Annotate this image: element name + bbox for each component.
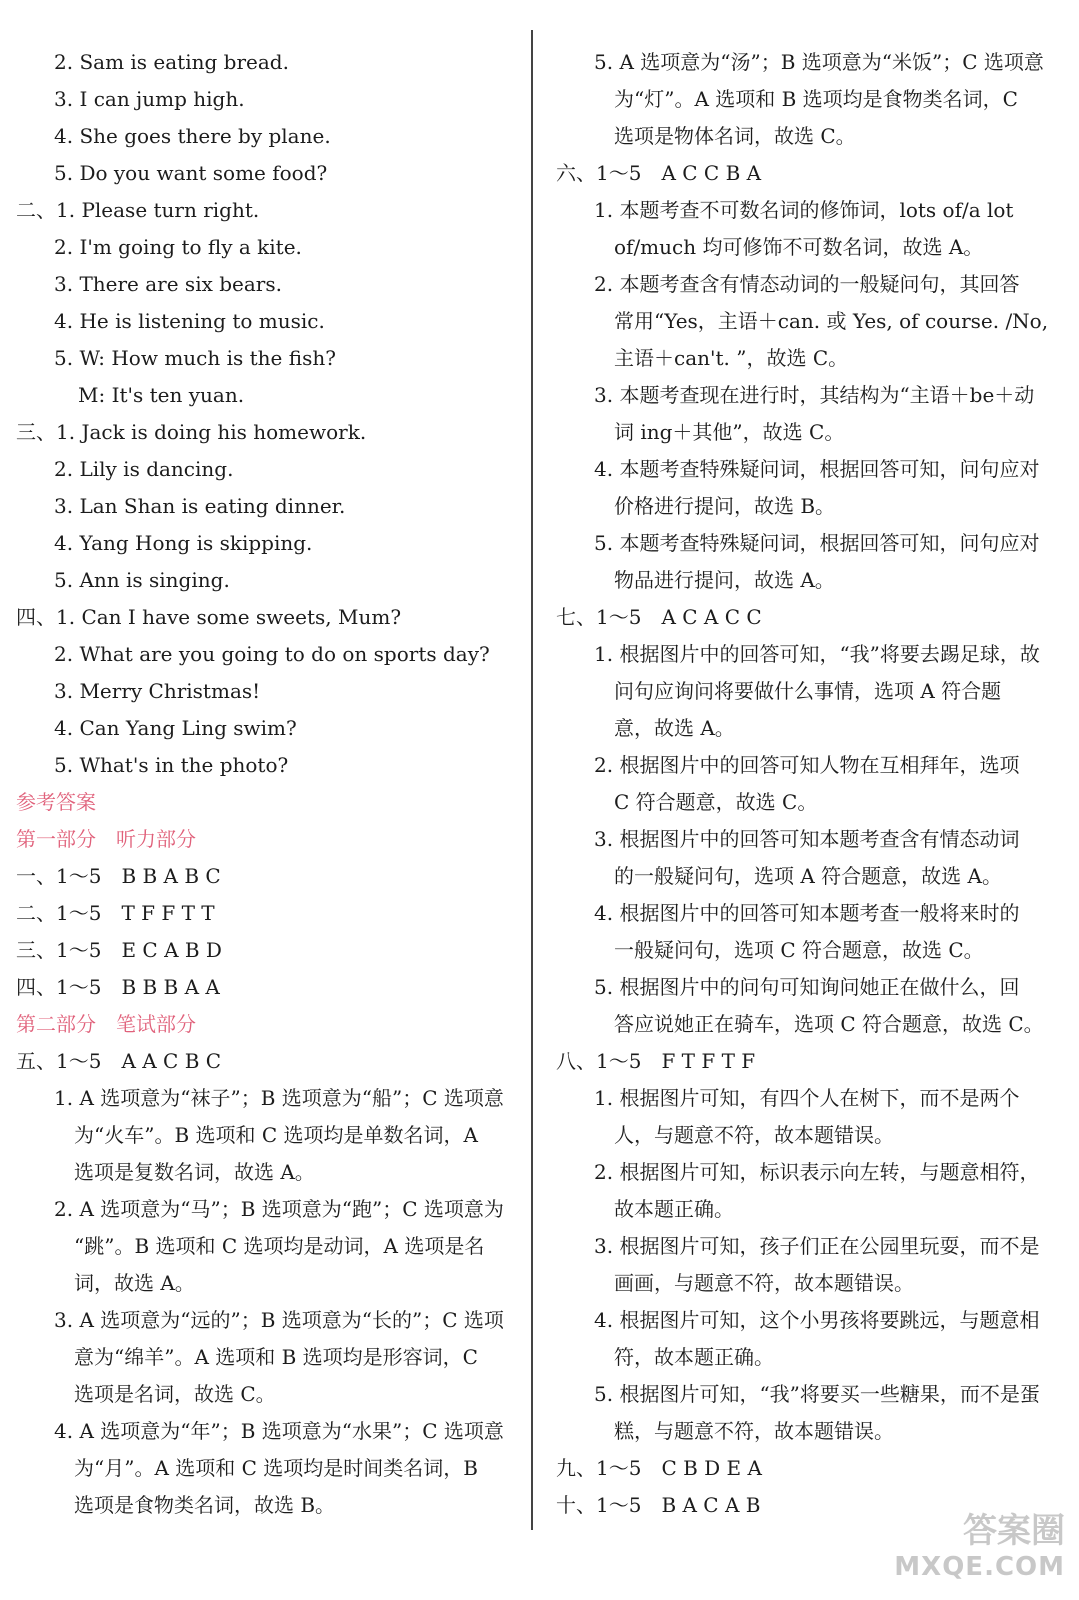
text-line: 五、1～5 A A C B C bbox=[16, 1049, 222, 1073]
text-line: 3. 根据图片可知，孩子们正在公园里玩耍，而不是 bbox=[594, 1234, 1040, 1258]
text-line: 参考答案 bbox=[16, 790, 96, 814]
text-line: 六、1～5 A C C B A bbox=[556, 161, 762, 185]
text-line: 选项是复数名词，故选 A。 bbox=[74, 1160, 315, 1184]
text-line: 物品进行提问，故选 A。 bbox=[614, 568, 835, 592]
text-line: 2. 根据图片可知，标识表示向左转，与题意相符， bbox=[594, 1160, 1040, 1184]
text-line: 4. 根据图片可知，这个小男孩将要跳远，与题意相 bbox=[594, 1308, 1040, 1332]
text-line: 3. There are six bears. bbox=[54, 272, 282, 296]
text-line: 4. A 选项意为“年”；B 选项意为“水果”；C 选项意 bbox=[54, 1419, 504, 1443]
text-line: 为“灯”。A 选项和 B 选项均是食物类名词，C bbox=[614, 87, 1018, 111]
text-line: 四、1～5 B B B A A bbox=[16, 975, 220, 999]
text-line: 人，与题意不符，故本题错误。 bbox=[614, 1123, 894, 1147]
text-line: 5. What's in the photo? bbox=[54, 753, 289, 777]
text-line: 1. 根据图片中的回答可知，“我”将要去踢足球，故 bbox=[594, 642, 1040, 666]
text-line: 3. Merry Christmas! bbox=[54, 679, 261, 703]
text-line: 二、1. Please turn right. bbox=[16, 198, 260, 222]
text-line: 5. 根据图片中的问句可知询问她正在做什么，回 bbox=[594, 975, 1020, 999]
text-line: 1. 根据图片可知，有四个人在树下，而不是两个 bbox=[594, 1086, 1020, 1110]
text-line: 三、1. Jack is doing his homework. bbox=[16, 420, 367, 444]
text-line: 选项是名词，故选 C。 bbox=[74, 1382, 276, 1406]
text-line: 4. 根据图片中的回答可知本题考查一般将来时的 bbox=[594, 901, 1020, 925]
text-line: 九、1～5 C B D E A bbox=[556, 1456, 762, 1480]
text-line: 5. A 选项意为“汤”；B 选项意为“米饭”；C 选项意 bbox=[594, 50, 1044, 74]
text-line: 十、1～5 B A C A B bbox=[556, 1493, 761, 1517]
text-line: 故本题正确。 bbox=[614, 1197, 734, 1221]
text-line: 意，故选 A。 bbox=[614, 716, 735, 740]
text-line: 2. A 选项意为“马”；B 选项意为“跑”；C 选项意为 bbox=[54, 1197, 504, 1221]
text-line: 3. A 选项意为“远的”；B 选项意为“长的”；C 选项 bbox=[54, 1308, 504, 1332]
text-line: 选项是食物类名词，故选 B。 bbox=[74, 1493, 336, 1517]
text-line: M: It's ten yuan. bbox=[78, 383, 245, 407]
right-column bbox=[556, 44, 1056, 1524]
text-line: 3. 根据图片中的回答可知本题考查含有情态动词 bbox=[594, 827, 1020, 851]
text-line: 2. Sam is eating bread. bbox=[54, 50, 289, 74]
watermark-url: MXQE.COM bbox=[894, 1552, 1065, 1582]
text-line: 为“火车”。B 选项和 C 选项均是单数名词，A bbox=[74, 1123, 478, 1147]
text-line: 八、1～5 F T F T F bbox=[556, 1049, 756, 1073]
text-line: 词 ing＋其他”，故选 C。 bbox=[614, 420, 845, 444]
text-line: 1. 本题考查不可数名词的修饰词，lots of/a lot bbox=[594, 198, 1014, 222]
text-line: 意为“绵羊”。A 选项和 B 选项均是形容词，C bbox=[74, 1345, 478, 1369]
text-line: “跳”。B 选项和 C 选项均是动词，A 选项是名 bbox=[74, 1234, 485, 1258]
left-column bbox=[16, 44, 516, 1524]
column-divider bbox=[531, 30, 533, 1530]
text-line: 5. Do you want some food? bbox=[54, 161, 328, 185]
text-line: 2. I'm going to fly a kite. bbox=[54, 235, 302, 259]
text-line: 三、1～5 E C A B D bbox=[16, 938, 222, 962]
text-line: 主语＋can't. ”，故选 C。 bbox=[614, 346, 849, 370]
text-line: 答应说她正在骑车，选项 C 符合题意，故选 C。 bbox=[614, 1012, 1044, 1036]
text-line: 4. He is listening to music. bbox=[54, 309, 325, 333]
text-line: 第一部分 听力部分 bbox=[16, 827, 196, 851]
text-line: 糕，与题意不符，故本题错误。 bbox=[614, 1419, 894, 1443]
text-line: 画画，与题意不符，故本题错误。 bbox=[614, 1271, 914, 1295]
text-line: 5. 根据图片可知，“我”将要买一些糖果，而不是蛋 bbox=[594, 1382, 1040, 1406]
text-line: 选项是物体名词，故选 C。 bbox=[614, 124, 856, 148]
text-line: 3. I can jump high. bbox=[54, 87, 245, 111]
text-line: 1. A 选项意为“袜子”；B 选项意为“船”；C 选项意 bbox=[54, 1086, 504, 1110]
text-line: 为“月”。A 选项和 C 选项均是时间类名词，B bbox=[74, 1456, 478, 1480]
text-line: 二、1～5 T F F T T bbox=[16, 901, 215, 925]
text-line: 4. She goes there by plane. bbox=[54, 124, 331, 148]
text-line: 四、1. Can I have some sweets, Mum? bbox=[16, 605, 402, 629]
text-line: 5. Ann is singing. bbox=[54, 568, 230, 592]
text-line: 5. W: How much is the fish? bbox=[54, 346, 336, 370]
text-line: C 符合题意，故选 C。 bbox=[614, 790, 818, 814]
watermark-logo bbox=[894, 1503, 1065, 1582]
text-line: 2. 本题考查含有情态动词的一般疑问句，其回答 bbox=[594, 272, 1020, 296]
text-line: 4. Yang Hong is skipping. bbox=[54, 531, 313, 555]
text-line: 2. What are you going to do on sports day? bbox=[54, 642, 490, 666]
text-line: 3. 本题考查现在进行时，其结构为“主语＋be＋动 bbox=[594, 383, 1035, 407]
text-line: 七、1～5 A C A C C bbox=[556, 605, 762, 629]
text-line: 4. Can Yang Ling swim? bbox=[54, 716, 297, 740]
text-line: 常用“Yes，主语＋can. 或 Yes, of course. /No, bbox=[614, 309, 1049, 333]
text-line: of/much 均可修饰不可数名词，故选 A。 bbox=[614, 235, 984, 259]
text-line: 符，故本题正确。 bbox=[614, 1345, 774, 1369]
text-line: 一般疑问句，选项 C 符合题意，故选 C。 bbox=[614, 938, 984, 962]
text-line: 一、1～5 B B A B C bbox=[16, 864, 221, 888]
text-line: 价格进行提问，故选 B。 bbox=[614, 494, 836, 518]
text-line: 5. 本题考查特殊疑问词，根据回答可知，问句应对 bbox=[594, 531, 1040, 555]
watermark-title: 答案圈 bbox=[963, 1511, 1065, 1551]
text-line: 4. 本题考查特殊疑问词，根据回答可知，问句应对 bbox=[594, 457, 1040, 481]
text-line: 第二部分 笔试部分 bbox=[16, 1012, 196, 1036]
text-line: 词，故选 A。 bbox=[74, 1271, 195, 1295]
text-line: 问句应询问将要做什么事情，选项 A 符合题 bbox=[614, 679, 1002, 703]
text-line: 3. Lan Shan is eating dinner. bbox=[54, 494, 346, 518]
text-line: 2. 根据图片中的回答可知人物在互相拜年，选项 bbox=[594, 753, 1020, 777]
text-line: 的一般疑问句，选项 A 符合题意，故选 A。 bbox=[614, 864, 1002, 888]
text-line: 2. Lily is dancing. bbox=[54, 457, 234, 481]
